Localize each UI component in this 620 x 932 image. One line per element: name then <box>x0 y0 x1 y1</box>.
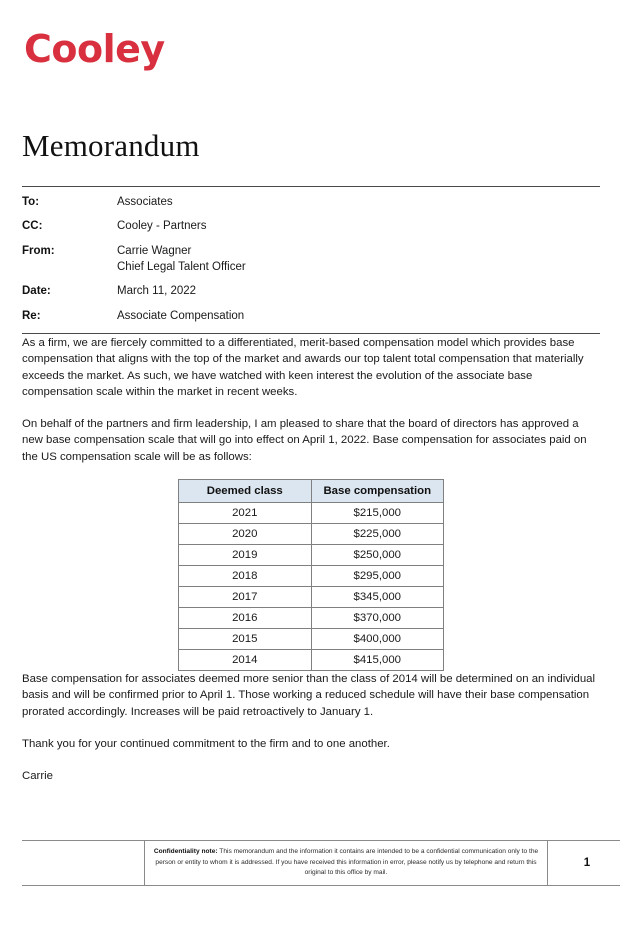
page-title: Memorandum <box>22 128 200 163</box>
table-row <box>179 524 444 545</box>
cell-base-compensation: $250,000 <box>311 545 444 566</box>
body-paragraph-4: Thank you for your continued commitment to the firm and to one another. <box>22 737 390 750</box>
table-row <box>179 503 444 524</box>
compensation-table-head <box>179 480 444 503</box>
confidentiality-note <box>145 841 548 886</box>
memo-value-from-name: Carrie Wagner <box>117 244 192 257</box>
footer-blank-cell <box>22 841 145 886</box>
memo-value-to-line1: Associates <box>117 196 173 208</box>
memo-field-date <box>22 283 600 299</box>
table-header-row <box>179 480 444 503</box>
confidentiality-note-text: This memorandum and the information it contains are intended to be a confidential communication only to the person or entity to whom it is addressed. If you have received this information in error, please notify us by telephone and return this original to this office by mail. <box>155 848 539 877</box>
table-row <box>179 566 444 587</box>
footer-row <box>22 841 620 886</box>
cell-deemed-class: 2016 <box>179 608 312 629</box>
memo-bottom-rule <box>22 333 600 334</box>
cell-deemed-class: 2014 <box>179 650 312 671</box>
memo-value-date <box>117 283 196 299</box>
column-header-base-compensation: Base compensation <box>311 480 444 503</box>
memo-label-to: To: <box>22 196 40 208</box>
body-paragraph-1: As a firm, we are fiercely committed to a differentiated, merit-based compensation model which provides base compensation that aligns with the top of the market and awards our top talent total compensation that materially exceeds the market. As such, we have watched with keen interest the evolution of the associate base compensation scale within the market in recent weeks. <box>22 337 584 398</box>
memo-field-to <box>22 194 600 210</box>
memo-field-list <box>22 187 600 333</box>
table-row <box>179 587 444 608</box>
memo-value-to <box>117 194 173 210</box>
page-number: 1 <box>548 841 620 886</box>
memo-field-from <box>22 243 600 276</box>
body-paragraph-3: Base compensation for associates deemed more senior than the class of 2014 will be determined on an individual basis and will be confirmed prior to April 1. Those working a reduced schedule will have their base compensation prorated accordingly. Increases will be paid retroactively to January 1. <box>22 673 596 718</box>
compensation-table <box>178 479 444 671</box>
compensation-table-body <box>179 503 444 671</box>
cell-deemed-class: 2020 <box>179 524 312 545</box>
body-signoff: Carrie <box>22 770 54 783</box>
cell-deemed-class: 2018 <box>179 566 312 587</box>
memo-field-cc <box>22 218 600 234</box>
cell-deemed-class: 2021 <box>179 503 312 524</box>
footer-table <box>22 840 620 886</box>
memo-value-date-line1: March 11, 2022 <box>117 285 197 298</box>
memo-value-re <box>117 308 244 324</box>
cell-base-compensation: $370,000 <box>311 608 444 629</box>
memo-label-from: From: <box>22 244 55 257</box>
table-row <box>179 608 444 629</box>
memo-value-cc-line1: Cooley - Partners <box>117 220 207 233</box>
memo-label-re: Re: <box>22 309 41 322</box>
confidentiality-note-label: Confidentiality note: <box>153 848 218 855</box>
cell-base-compensation: $295,000 <box>311 566 444 587</box>
cell-deemed-class: 2017 <box>179 587 312 608</box>
memo-body <box>22 335 600 801</box>
column-header-deemed-class: Deemed class <box>179 480 312 503</box>
memo-header-block <box>22 186 600 334</box>
cell-base-compensation: $215,000 <box>311 503 444 524</box>
cell-deemed-class: 2019 <box>179 545 312 566</box>
cell-deemed-class: 2015 <box>179 629 312 650</box>
memo-value-from-title: Chief Legal Talent Officer <box>117 260 246 273</box>
memo-label-date: Date: <box>22 285 51 298</box>
cell-base-compensation: $225,000 <box>311 524 444 545</box>
table-row <box>179 650 444 671</box>
table-row <box>179 545 444 566</box>
memo-value-cc <box>117 218 206 234</box>
memo-label-cc: CC: <box>22 220 43 233</box>
cooley-logo: Cooley <box>24 27 165 71</box>
cell-base-compensation: $400,000 <box>311 629 444 650</box>
memo-field-re <box>22 308 600 324</box>
compensation-table-container <box>22 479 600 671</box>
body-paragraph-2: On behalf of the partners and firm leadership, I am pleased to share that the board of directors has approved a new base compensation scale that will go into effect on April 1, 2022. Base compensation for associates paid on the US compensation scale will be as follows: <box>22 418 587 463</box>
memo-value-re-line1: Associate Compensation <box>117 309 245 322</box>
cell-base-compensation: $345,000 <box>311 587 444 608</box>
cell-base-compensation: $415,000 <box>311 650 444 671</box>
table-row <box>179 629 444 650</box>
memo-value-from <box>117 243 246 276</box>
page-footer <box>22 840 600 886</box>
